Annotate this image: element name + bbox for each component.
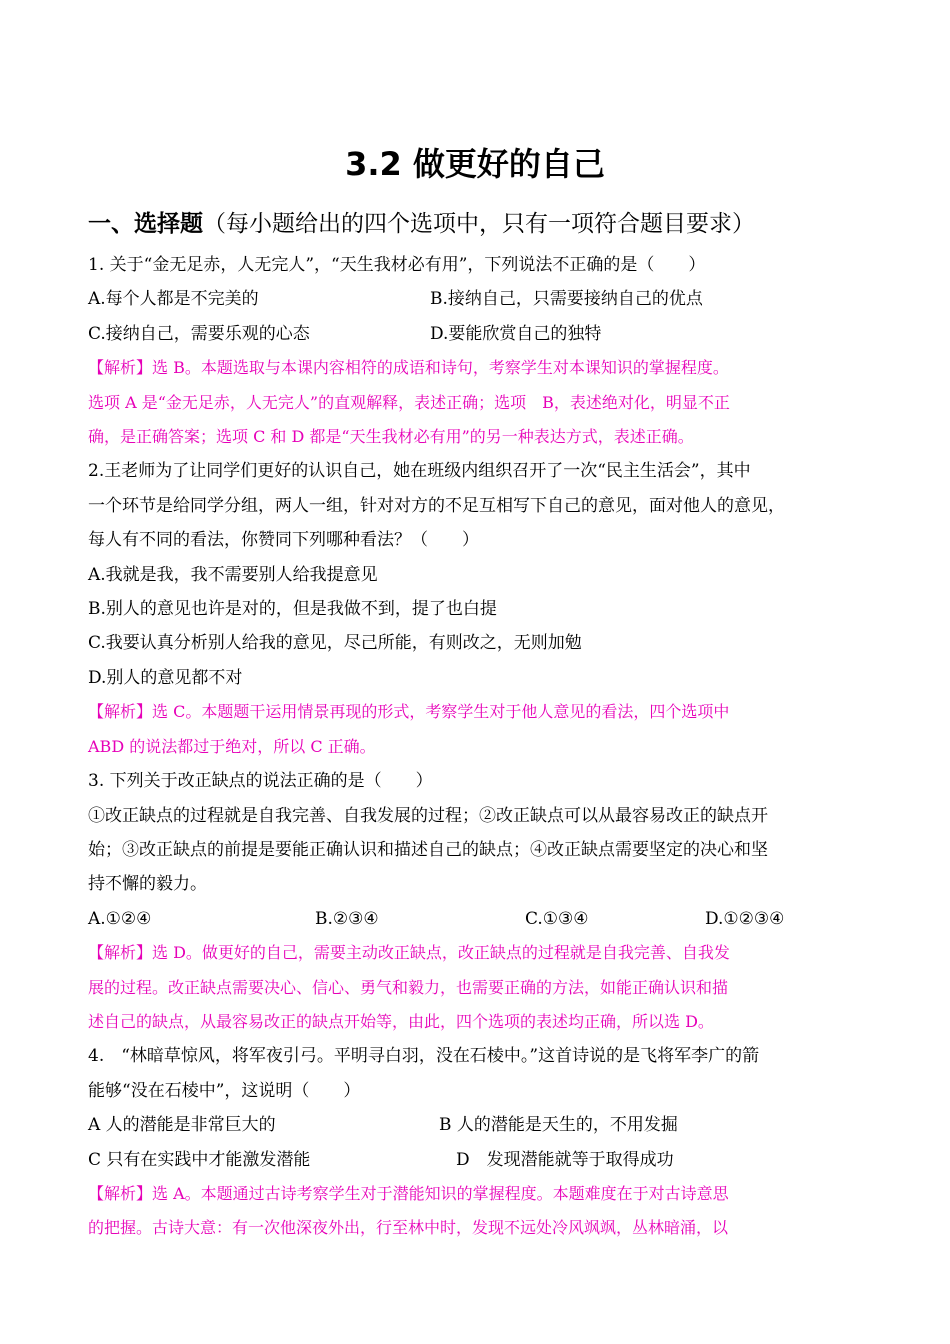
option-d: D.要能欣赏自己的独特 <box>430 323 602 344</box>
analysis-line: 【解析】选 C。本题题干运用情景再现的形式，考察学生对于他人意见的看法，四个选项中 <box>88 702 730 722</box>
analysis-line: 【解析】选 B。本题选取与本课内容相符的成语和诗句，考察学生对本课知识的掌握程度。 <box>88 358 729 378</box>
question-stem-line: 每人有不同的看法，你赞同下列哪种看法？（ ） <box>88 530 479 551</box>
analysis-line: 展的过程。改正缺点需要决心、信心、勇气和毅力，也需要正确的方法，如能正确认识和描 <box>88 977 729 997</box>
question-stem-line: 持不懈的毅力。 <box>88 874 207 895</box>
option-row <box>88 902 878 936</box>
option-b: B.接纳自己，只需要接纳自己的优点 <box>430 289 703 310</box>
question-2 <box>88 454 878 764</box>
page-title: 3.2 做更好的自己 <box>345 145 605 183</box>
question-stem-line: ①改正缺点的过程就是自我完善、自我发展的过程；②改正缺点可以从最容易改正的缺点开 <box>88 805 768 826</box>
option-row <box>88 1143 878 1177</box>
questions-content <box>88 248 878 1246</box>
analysis-line: 【解析】选 D。做更好的自己，需要主动改正缺点，改正缺点的过程就是自我完善、自我发 <box>88 943 730 963</box>
analysis-line: 【解析】选 A。本题通过古诗考察学生对于潜能知识的掌握程度。本题难度在于对古诗意思 <box>88 1183 729 1203</box>
question-stem-line: 2.王老师为了让同学们更好的认识自己，她在班级内组织召开了一次“民主生活会”，其中 <box>88 461 751 482</box>
analysis-line: 选项 A 是“金无足赤，人无完人”的直观解释，表述正确；选项 B，表述绝对化，明显不正 <box>88 392 730 412</box>
question-3 <box>88 764 878 1039</box>
option-a: A.①②④ <box>88 908 152 929</box>
analysis-line: ABD 的说法都过于绝对，所以 C 正确。 <box>88 736 376 756</box>
section-heading-label: 一、选择题 <box>88 211 203 237</box>
option-b: B.别人的意见也许是对的，但是我做不到，提了也白提 <box>88 599 497 620</box>
analysis-line: 述自己的缺点，从最容易改正的缺点开始等，由此，四个选项的表述均正确，所以选 D。 <box>88 1011 714 1031</box>
question-stem-line: 能够“没在石棱中”，这说明（ ） <box>88 1080 361 1101</box>
option-d: D 发现潜能就等于取得成功 <box>456 1149 674 1170</box>
option-c: C.①③④ <box>525 908 589 929</box>
section-heading-note: （每小题给出的四个选项中，只有一项符合题目要求） <box>203 211 755 237</box>
question-4 <box>88 1039 878 1245</box>
question-stem-line: 1. 关于“金无足赤，人无完人”，“天生我材必有用”，下列说法不正确的是（ ） <box>88 255 706 275</box>
question-stem-line: 4. “林暗草惊风，将军夜引弓。平明寻白羽，没在石棱中。”这首诗说的是飞将军李广的箭 <box>88 1046 760 1067</box>
option-row <box>88 1108 878 1142</box>
option-d: D.别人的意见都不对 <box>88 667 243 688</box>
analysis-line: 确，是正确答案；选项 C 和 D 都是“天生我材必有用”的另一种表达方式，表述正确。 <box>88 427 694 447</box>
option-d: D.①②③④ <box>705 908 785 929</box>
option-row <box>88 317 878 351</box>
option-a: A.我就是我，我不需要别人给我提意见 <box>88 564 378 585</box>
question-stem-line: 3. 下列关于改正缺点的说法正确的是（ ） <box>88 771 433 792</box>
option-c: C.接纳自己，需要乐观的心态 <box>88 323 310 344</box>
question-1 <box>88 248 878 454</box>
section-heading <box>88 204 888 244</box>
option-c: C 只有在实践中才能激发潜能 <box>88 1149 311 1170</box>
option-a: A 人的潜能是非常巨大的 <box>88 1115 276 1136</box>
option-row <box>88 282 878 316</box>
analysis-line: 的把握。古诗大意：有一次他深夜外出，行至林中时，发现不远处冷风飒飒，丛林暗涌，以 <box>88 1218 729 1238</box>
option-a: A.每个人都是不完美的 <box>88 289 259 310</box>
option-c: C.我要认真分析别人给我的意见，尽己所能，有则改之，无则加勉 <box>88 633 582 654</box>
question-stem-line: 一个环节是给同学分组，两人一组，针对对方的不足互相写下自己的意见，面对他人的意见， <box>88 495 785 516</box>
option-b: B 人的潜能是天生的，不用发掘 <box>439 1115 678 1136</box>
option-b: B.②③④ <box>315 908 379 929</box>
question-stem-line: 始；③改正缺点的前提是要能正确认识和描述自己的缺点；④改正缺点需要坚定的决心和坚 <box>88 839 768 860</box>
